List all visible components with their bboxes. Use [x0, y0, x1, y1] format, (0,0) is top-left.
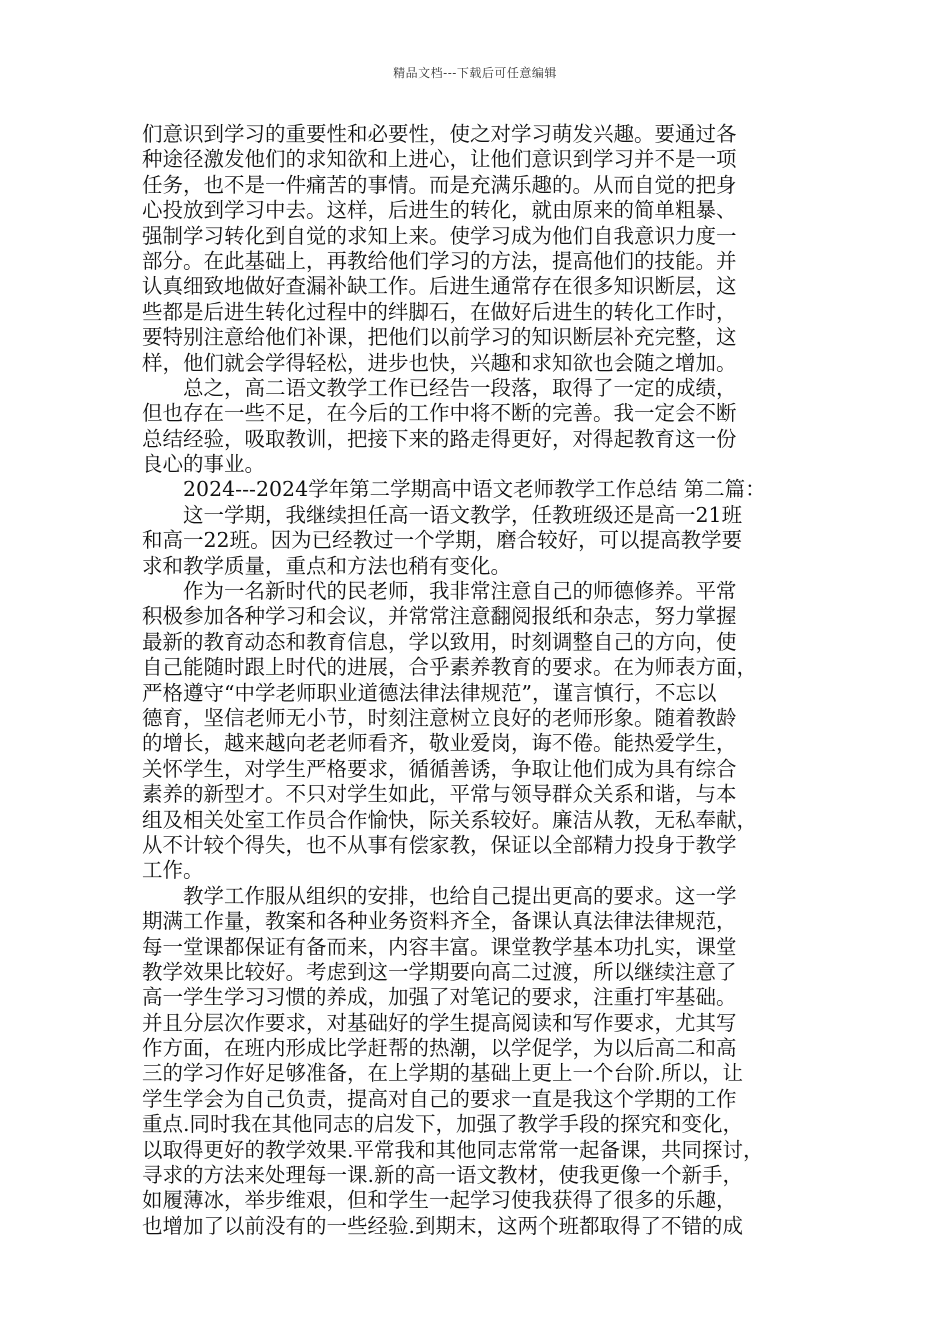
document-body [142, 122, 824, 1239]
text-line: 心投放到学习中去。这样，后进生的转化，就由原来的简单粗暴、 [142, 198, 737, 223]
text-line: 良心的事业。 [142, 452, 265, 477]
text-line: 工作。 [142, 858, 204, 883]
text-line: 总结经验，吸取教训，把接下来的路走得更好，对得起教育这一份 [142, 426, 737, 451]
text-line: 要特别注意给他们补课，把他们以前学习的知识断层补充完整，这 [142, 325, 737, 350]
text-line: 积极参加各种学习和会议，并常常注意翻阅报纸和杂志，努力掌握 [142, 604, 737, 629]
text-line: 强制学习转化到自觉的求知上来。使学习成为他们自我意识力度一 [142, 223, 737, 248]
text-line: 也增加了以前没有的一些经验.到期末，这两个班都取得了不错的成 [142, 1213, 744, 1238]
text-line: 样，他们就会学得轻松，进步也快，兴趣和求知欲也会随之增加。 [142, 350, 737, 375]
text-line: 并且分层次作要求，对基础好的学生提高阅读和写作要求，尤其写 [142, 1010, 737, 1035]
text-line: 组及相关处室工作员合作愉快，际关系较好。廉洁从教，无私奉献， [142, 807, 757, 832]
text-line: 认真细致地做好查漏补缺工作。后进生通常存在很多知识断层，这 [142, 274, 737, 299]
text-line: 们意识到学习的重要性和必要性，使之对学习萌发兴趣。要通过各 [142, 122, 737, 146]
text-line: 部分。在此基础上，再教给他们学习的方法，提高他们的技能。并 [142, 248, 737, 273]
text-line: 严格遵守“中学老师职业道德法律法律规范”，谨言慎行，不忘以 [142, 680, 717, 705]
text-line: 总之，高二语文教学工作已经告一段落，取得了一定的成绩， [183, 375, 737, 400]
text-line: 种途径激发他们的求知欲和上进心，让他们意识到学习并不是一项 [142, 147, 737, 172]
text-line: 德育，坚信老师无小节，时刻注意树立良好的老师形象。随着教龄 [142, 705, 737, 730]
text-line: 作方面，在班内形成比学赶帮的热潮，以学促学，为以后高二和高 [142, 1036, 737, 1061]
text-line: 这一学期，我继续担任高一语文教学，任教班级还是高一21班 [183, 502, 743, 527]
text-line: 三的学习作好足够准备，在上学期的基础上更上一个台阶.所以，让 [142, 1061, 744, 1086]
text-line: 但也存在一些不足，在今后的工作中将不断的完善。我一定会不断 [142, 401, 737, 426]
text-line: 以取得更好的教学效果.平常我和其他同志常常一起备课，共同探讨， [142, 1137, 764, 1162]
text-line: 寻求的方法来处理每一课.新的高一语文教材，使我更像一个新手， [142, 1163, 744, 1188]
text-line: 最新的教育动态和教育信息，学以致用，时刻调整自己的方向，使 [142, 629, 737, 654]
text-line: 如履薄冰，举步维艰，但和学生一起学习使我获得了很多的乐趣， [142, 1188, 737, 1213]
text-line: 素养的新型才。不只对学生如此，平常与领导群众关系和谐，与本 [142, 782, 737, 807]
text-line: 自己能随时跟上时代的进展，合乎素养教育的要求。在为师表方面， [142, 655, 757, 680]
text-line: 的增长，越来越向老老师看齐，敬业爱岗，诲不倦。能热爱学生， [142, 731, 737, 756]
text-line: 教学工作服从组织的安排，也给自己提出更高的要求。这一学 [183, 883, 737, 908]
text-line: 期满工作量，教案和各种业务资料齐全，备课认真法律法律规范， [142, 909, 737, 934]
text-line: 和高一22班。因为已经教过一个学期，磨合较好，可以提高教学要 [142, 528, 743, 553]
text-line: 高一学生学习习惯的养成，加强了对笔记的要求，注重打牢基础。 [142, 985, 737, 1010]
page-header: 精品文档---下载后可任意编辑 [393, 66, 557, 80]
text-line: 求和教学质量，重点和方法也稍有变化。 [142, 553, 511, 578]
text-line: 教学效果比较好。考虑到这一学期要向高二过渡，所以继续注意了 [142, 959, 737, 984]
text-line: 每一堂课都保证有备而来，内容丰富。课堂教学基本功扎实，课堂 [142, 934, 737, 959]
text-line: 关怀学生，对学生严格要求，循循善诱，争取让他们成为具有综合 [142, 756, 737, 781]
text-line: 重点.同时我在其他同志的启发下，加强了教学手段的探究和变化， [142, 1112, 744, 1137]
text-line: 任务，也不是一件痛苦的事情。而是充满乐趣的。从而自觉的把身 [142, 172, 737, 197]
text-line: 作为一名新时代的民老师，我非常注意自己的师德修养。平常 [183, 579, 737, 604]
text-line: 学生学会为自己负责，提高对自己的要求一直是我这个学期的工作 [142, 1086, 737, 1111]
text-line: 从不计较个得失，也不从事有偿家教，保证以全部精力投身于教学 [142, 832, 737, 857]
text-line: 些都是后进生转化过程中的绊脚石，在做好后进生的转化工作时， [142, 299, 737, 324]
text-line: 2024---2024学年第二学期高中语文老师教学工作总结 第二篇： [183, 477, 766, 502]
